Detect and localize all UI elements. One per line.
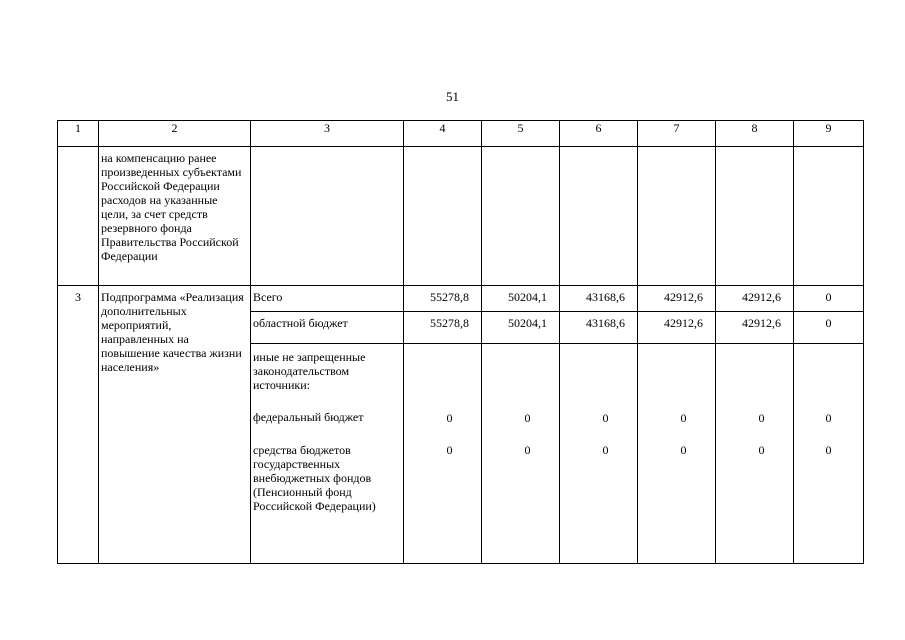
value-cell: 42912,6 bbox=[716, 312, 794, 344]
federal-value: 0 bbox=[758, 411, 765, 425]
value-cell: 0 bbox=[794, 312, 864, 344]
value-cell: 42912,6 bbox=[638, 286, 716, 312]
federal-value: 0 bbox=[524, 411, 531, 425]
header-cell-4: 4 bbox=[404, 121, 482, 147]
subprogram-name: Подпрограмма «Реализация дополнительных мероприятий, направленных на повышение качества жизни населения» bbox=[99, 286, 251, 564]
value-cell: 50204,1 bbox=[482, 312, 560, 344]
page-number: 51 bbox=[446, 89, 459, 104]
other-values-cell bbox=[482, 344, 560, 564]
header-cell-2: 2 bbox=[99, 121, 251, 147]
subprogram-number: 3 bbox=[58, 286, 99, 564]
federal-value: 0 bbox=[446, 411, 453, 425]
empty-cell bbox=[404, 147, 482, 286]
value-cell: 43168,6 bbox=[560, 286, 638, 312]
continuation-description: на компенсацию ранее произведенных субъектами Российской Федерации расходов на указанные цели, за счет средств резервного фонда Правительства Российской Федерации bbox=[99, 147, 251, 286]
other-sources-heading: иные не запрещенные законодательством источники: bbox=[253, 350, 366, 392]
extrabudget-value: 0 bbox=[758, 443, 765, 457]
extrabudget-value: 0 bbox=[446, 443, 453, 457]
empty-cell bbox=[560, 147, 638, 286]
header-cell-9: 9 bbox=[794, 121, 864, 147]
empty-cell bbox=[794, 147, 864, 286]
extrabudget-value: 0 bbox=[680, 443, 687, 457]
other-values-cell bbox=[638, 344, 716, 564]
header-cell-8: 8 bbox=[716, 121, 794, 147]
federal-value: 0 bbox=[680, 411, 687, 425]
extrabudget-value: 0 bbox=[825, 443, 832, 457]
other-sources-cell bbox=[251, 344, 404, 564]
empty-cell bbox=[482, 147, 560, 286]
source-label-total: Всего bbox=[251, 286, 404, 312]
header-cell-3: 3 bbox=[251, 121, 404, 147]
extrabudget-funds-label: средства бюджетов государственных внебюджетных фондов (Пенсионный фонд Российской Федерации) bbox=[253, 443, 376, 513]
subprogram-total-row bbox=[58, 286, 864, 312]
value-cell: 55278,8 bbox=[404, 312, 482, 344]
extrabudget-value: 0 bbox=[602, 443, 609, 457]
header-cell-1: 1 bbox=[58, 121, 99, 147]
value-cell: 50204,1 bbox=[482, 286, 560, 312]
other-values-cell bbox=[404, 344, 482, 564]
continuation-number-cell bbox=[58, 147, 99, 286]
empty-cell bbox=[251, 147, 404, 286]
other-values-cell bbox=[716, 344, 794, 564]
federal-budget-label: федеральный бюджет bbox=[253, 410, 364, 424]
other-values-cell bbox=[560, 344, 638, 564]
source-label-regional: областной бюджет bbox=[251, 312, 404, 344]
extrabudget-value: 0 bbox=[524, 443, 531, 457]
value-cell: 43168,6 bbox=[560, 312, 638, 344]
value-cell: 55278,8 bbox=[404, 286, 482, 312]
header-cell-7: 7 bbox=[638, 121, 716, 147]
value-cell: 42912,6 bbox=[716, 286, 794, 312]
federal-value: 0 bbox=[825, 411, 832, 425]
empty-cell bbox=[638, 147, 716, 286]
header-cell-6: 6 bbox=[560, 121, 638, 147]
other-values-cell bbox=[794, 344, 864, 564]
header-cell-5: 5 bbox=[482, 121, 560, 147]
value-cell: 0 bbox=[794, 286, 864, 312]
empty-cell bbox=[716, 147, 794, 286]
budget-table bbox=[57, 120, 864, 564]
continuation-row bbox=[58, 147, 864, 286]
value-cell: 42912,6 bbox=[638, 312, 716, 344]
header-row bbox=[58, 121, 864, 147]
federal-value: 0 bbox=[602, 411, 609, 425]
